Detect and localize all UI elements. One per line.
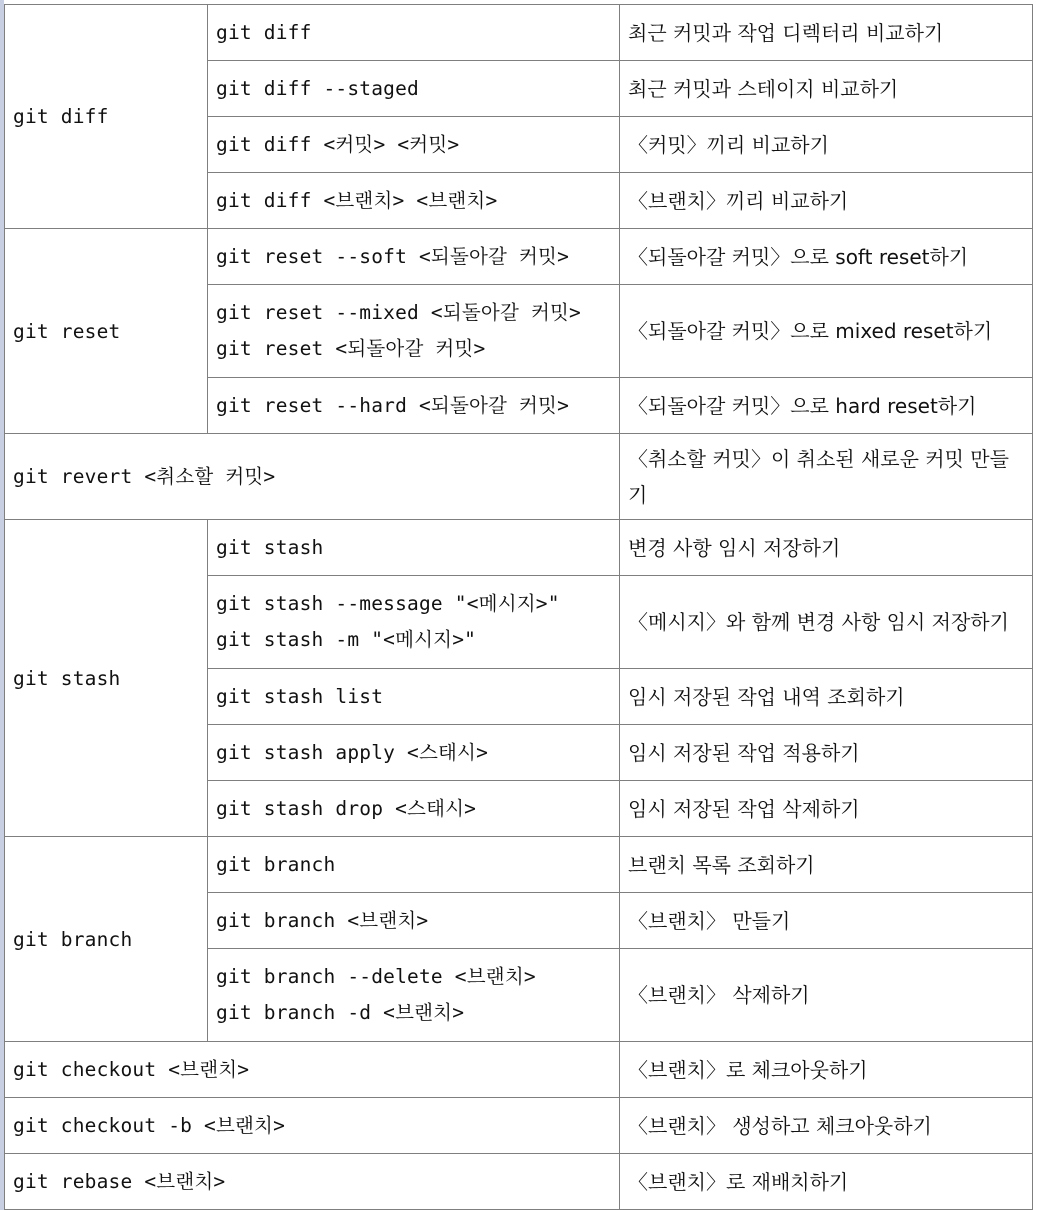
- description-cell: 〈브랜치〉로 재배치하기: [620, 1154, 1033, 1210]
- command-cell: [208, 378, 620, 434]
- command-line: git stash -m "<메시지>": [216, 628, 477, 651]
- description-cell: 브랜치 목록 조회하기: [620, 837, 1033, 893]
- command-line: git diff: [216, 20, 312, 44]
- table-row: [5, 229, 1033, 285]
- group-label-git-diff: git diff: [5, 5, 208, 229]
- command-cell: [208, 837, 620, 893]
- command-line: git reset --soft <되돌아갈 커밋>: [216, 244, 570, 268]
- command-line: git revert <취소할 커밋>: [13, 464, 276, 488]
- description-cell: 〈브랜치〉로 체크아웃하기: [620, 1042, 1033, 1098]
- command-cell: [208, 669, 620, 725]
- group-label-git-stash: git stash: [5, 520, 208, 837]
- table-row: [5, 5, 1033, 61]
- command-cell: [5, 1042, 620, 1098]
- description-cell: 〈커밋〉끼리 비교하기: [620, 117, 1033, 173]
- command-line: git diff --staged: [216, 76, 419, 100]
- command-line: git stash drop <스태시>: [216, 796, 477, 820]
- command-line: git reset --hard <되돌아갈 커밋>: [216, 393, 570, 417]
- command-line: git diff <브랜치> <브랜치>: [216, 188, 498, 212]
- table-row: [5, 837, 1033, 893]
- command-cell: [5, 1098, 620, 1154]
- description-cell: 최근 커밋과 작업 디렉터리 비교하기: [620, 5, 1033, 61]
- command-line: git branch <브랜치>: [216, 908, 429, 932]
- command-cell: [208, 229, 620, 285]
- command-cell: [208, 61, 620, 117]
- description-cell: 〈되돌아갈 커밋〉으로 soft reset하기: [620, 229, 1033, 285]
- command-cell: [208, 117, 620, 173]
- description-cell: 임시 저장된 작업 적용하기: [620, 725, 1033, 781]
- command-cell: [5, 1154, 620, 1210]
- description-cell: 〈브랜치〉 삭제하기: [620, 949, 1033, 1042]
- command-cell: [208, 725, 620, 781]
- description-cell: 〈브랜치〉끼리 비교하기: [620, 173, 1033, 229]
- git-command-table: [4, 4, 1033, 1210]
- command-cell: [208, 5, 620, 61]
- table-row: [5, 520, 1033, 576]
- table-row: [5, 1042, 1033, 1098]
- command-cell: [208, 576, 620, 669]
- command-line: git branch -d <브랜치>: [216, 1001, 465, 1024]
- description-cell: 임시 저장된 작업 내역 조회하기: [620, 669, 1033, 725]
- command-cell: [208, 781, 620, 837]
- description-cell: 〈브랜치〉 생성하고 체크아웃하기: [620, 1098, 1033, 1154]
- command-line: git stash --message "<메시지>": [216, 592, 560, 615]
- command-line: git stash: [216, 535, 324, 559]
- command-cell: [5, 434, 620, 520]
- description-cell: 〈취소할 커밋〉이 취소된 새로운 커밋 만들기: [620, 434, 1033, 520]
- command-line: git branch --delete <브랜치>: [216, 965, 536, 988]
- description-cell: 최근 커밋과 스테이지 비교하기: [620, 61, 1033, 117]
- command-line: git checkout <브랜치>: [13, 1057, 250, 1081]
- description-cell: 〈되돌아갈 커밋〉으로 hard reset하기: [620, 378, 1033, 434]
- table-row: [5, 1154, 1033, 1210]
- command-line: git branch: [216, 852, 336, 876]
- table-row: [5, 1098, 1033, 1154]
- description-cell: 임시 저장된 작업 삭제하기: [620, 781, 1033, 837]
- command-cell: [208, 949, 620, 1042]
- description-cell: 〈되돌아갈 커밋〉으로 mixed reset하기: [620, 285, 1033, 378]
- command-line: git reset <되돌아갈 커밋>: [216, 337, 486, 360]
- command-cell: [208, 173, 620, 229]
- command-cell: [208, 285, 620, 378]
- group-label-git-branch: git branch: [5, 837, 208, 1042]
- command-cell: [208, 520, 620, 576]
- command-line: git stash list: [216, 684, 384, 708]
- table-row: [5, 434, 1033, 520]
- description-cell: 변경 사항 임시 저장하기: [620, 520, 1033, 576]
- group-label-git-reset: git reset: [5, 229, 208, 434]
- description-cell: 〈메시지〉와 함께 변경 사항 임시 저장하기: [620, 576, 1033, 669]
- description-cell: 〈브랜치〉 만들기: [620, 893, 1033, 949]
- command-line: git stash apply <스태시>: [216, 740, 489, 764]
- command-line: git checkout -b <브랜치>: [13, 1113, 286, 1137]
- command-line: git diff <커밋> <커밋>: [216, 132, 460, 156]
- command-line: git rebase <브랜치>: [13, 1169, 226, 1193]
- command-cell: [208, 893, 620, 949]
- command-line: git reset --mixed <되돌아갈 커밋>: [216, 301, 581, 324]
